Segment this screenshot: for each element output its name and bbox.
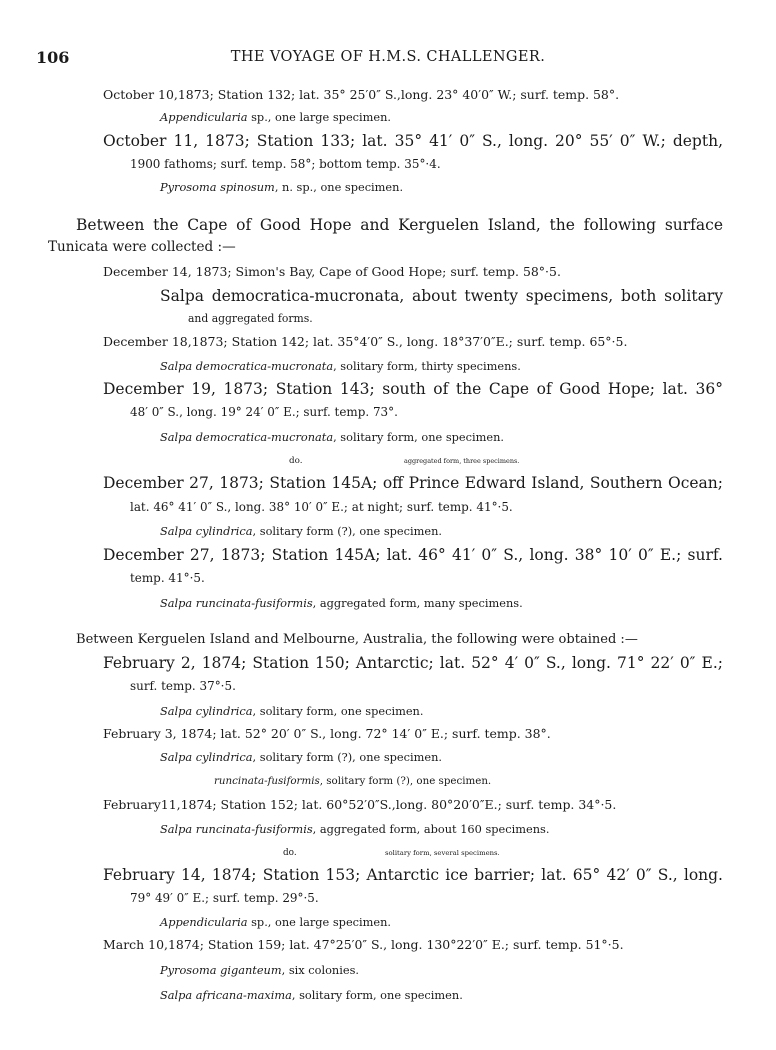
species-note: , solitary form (?), one specimen. [252,750,442,764]
section-intro: Between the Cape of Good Hope and Kerguelen Island, the following surface [76,216,723,234]
record-line: December 18,1873; Station 142; lat. 35°4′0″ S., long. 18°37′0″E.; surf. temp. 65°·5. [103,334,628,349]
record-line: surf. temp. 37°·5. [130,679,236,693]
species-name: Appendicularia [160,915,248,929]
ditto-mark: do. [283,848,297,858]
record-line: temp. 41°·5. [130,571,205,585]
record-line: 1900 fathoms; surf. temp. 58°; bottom temp. 35°·4. [130,157,441,171]
species-note: , solitary form (?), one specimen. [252,524,442,538]
record-line: 48′ 0″ S., long. 19° 24′ 0″ E.; surf. temp. 73°. [130,405,398,419]
record-line: December 27, 1873; Station 145A; off Prince Edward Island, Southern Ocean; [103,474,723,492]
species-name: Salpa democratica-mucronata [160,430,334,444]
species-line [214,770,776,792]
species-line [160,520,776,542]
record-line: October 11, 1873; Station 133; lat. 35° 41′ 0″ S., long. 20° 55′ 0″ W.; depth, [103,132,723,150]
page-number: 106 [36,48,70,67]
species-name: Pyrosoma spinosum [160,180,275,194]
record-line: February 3, 1874; lat. 52° 20′ 0″ S., long. 72° 14′ 0″ E.; surf. temp. 38°. [103,726,551,741]
record-line: lat. 46° 41′ 0″ S., long. 38° 10′ 0″ E.; at night; surf. temp. 41°·5. [130,500,513,514]
species-line [160,106,776,128]
species-name: Salpa cylindrica [160,704,253,718]
species-line [160,911,776,933]
record-line: February 14, 1874; Station 153; Antarctic ice barrier; lat. 65° 42′ 0″ S., long. [103,866,723,884]
species-note: and aggregated forms. [188,312,313,325]
page-header [36,48,740,70]
species-name: Salpa cylindrica [160,524,253,538]
species-line [160,984,776,1006]
species-name: Salpa democratica-mucronata [160,359,334,373]
species-note: , solitary form, one specimen. [252,704,424,718]
section-intro: Between Kerguelen Island and Melbourne, Australia, the following were obtained :— [76,632,638,647]
species-note: sp., one large specimen. [247,915,392,929]
species-name: Pyrosoma giganteum [160,963,282,977]
species-line [160,700,776,722]
species-note: , six colonies. [281,963,360,977]
species-line [160,746,776,768]
species-line [160,355,776,377]
species-name: Salpa africana-maxima [160,988,292,1002]
record-line: March 10,1874; Station 159; lat. 47°25′0″ S., long. 130°22′0″ E.; surf. temp. 51°·5. [103,937,624,952]
species-note: , aggregated form, many specimens. [312,596,523,610]
ditto-note: solitary form, several specimens. [385,849,500,857]
species-note: , solitary form (?), one specimen. [319,775,492,787]
species-note: , n. sp., one specimen. [274,180,404,194]
running-title: THE VOYAGE OF H.M.S. CHALLENGER. [230,49,546,65]
species-name: Salpa runcinata-fusiformis [160,596,313,610]
record-line: February11,1874; Station 152; lat. 60°52′0″S.,long. 80°20′0″E.; surf. temp. 34°·5. [103,797,617,812]
species-note: , about twenty specimens, both solitary [399,287,723,305]
species-name: Appendicularia [160,110,248,124]
species-note: , solitary form, thirty specimens. [333,359,521,373]
record-line: 79° 49′ 0″ E.; surf. temp. 29°·5. [130,891,319,905]
species-line [160,426,776,448]
species-note: , solitary form, one specimen. [333,430,505,444]
record-line: December 19, 1873; Station 143; south of the Cape of Good Hope; lat. 36° [103,380,723,398]
record-line: February 2, 1874; Station 150; Antarctic; lat. 52° 4′ 0″ S., long. 71° 22′ 0″ E.; [103,654,723,672]
species-note: , aggregated form, about 160 specimens. [312,822,550,836]
species-line [160,285,723,307]
ditto-mark: do. [289,456,303,466]
species-name: Salpa cylindrica [160,750,253,764]
species-name: Salpa runcinata-fusiformis [160,822,313,836]
species-line [160,818,776,840]
section-intro: Tunicata were collected :— [48,239,236,255]
species-line [160,176,776,198]
species-note: , solitary form, one specimen. [291,988,463,1002]
species-name: Salpa democratica-mucronata [160,287,400,305]
record-line: December 14, 1873; Simon's Bay, Cape of Good Hope; surf. temp. 58°·5. [103,264,561,279]
species-line [160,592,776,614]
record-line: October 10,1873; Station 132; lat. 35° 25′0″ S.,long. 23° 40′0″ W.; surf. temp. 58°. [103,87,620,102]
species-note: sp., one large specimen. [247,110,392,124]
species-name: runcinata-fusiformis [214,775,320,787]
record-line: December 27, 1873; Station 145A; lat. 46° 41′ 0″ S., long. 38° 10′ 0″ E.; surf. [103,546,723,564]
ditto-note: aggregated form, three specimens. [404,457,520,465]
species-line [160,959,776,981]
